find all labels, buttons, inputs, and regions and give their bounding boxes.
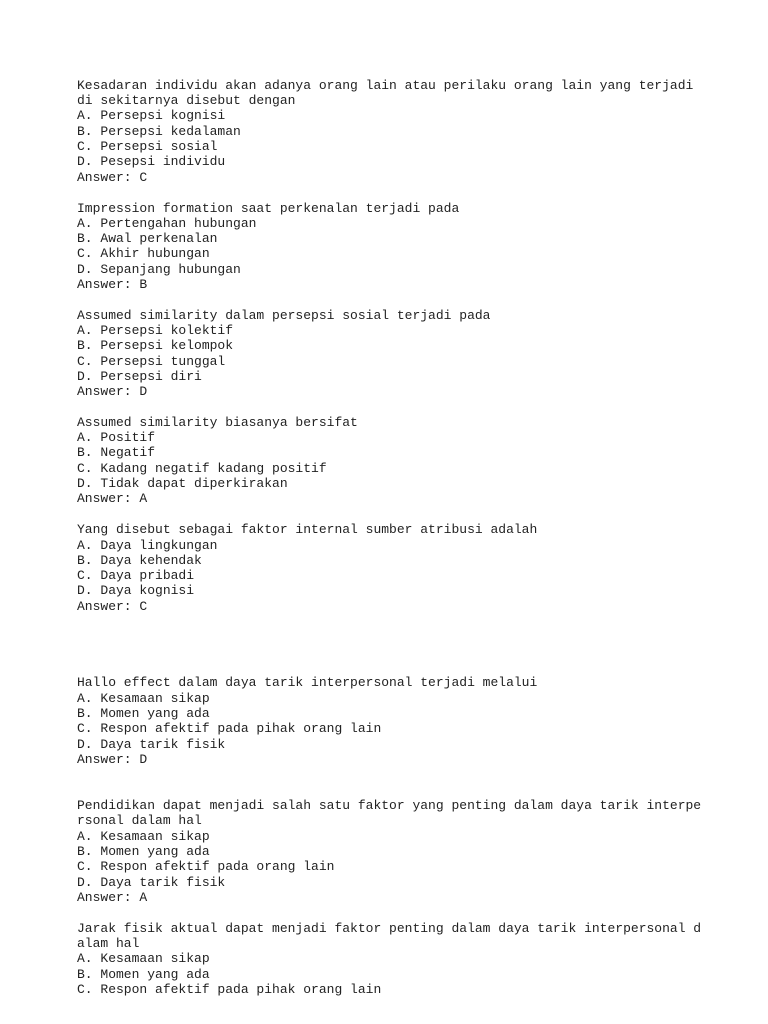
- answer-option: B. Persepsi kelompok: [77, 338, 234, 353]
- answer-key: Answer: B: [77, 277, 148, 292]
- question-text: Pendidikan dapat menjadi salah satu faktor yang penting dalam daya tarik interpe: [77, 798, 702, 813]
- answer-option: A. Daya lingkungan: [77, 538, 218, 553]
- answer-option: A. Pertengahan hubungan: [77, 216, 257, 231]
- answer-option: A. Kesamaan sikap: [77, 691, 210, 706]
- answer-option: B. Negatif: [77, 445, 156, 460]
- answer-option: A. Positif: [77, 430, 156, 445]
- question-text: Assumed similarity biasanya bersifat: [77, 415, 358, 430]
- answer-option: A. Persepsi kognisi: [77, 108, 226, 123]
- answer-key: Answer: C: [77, 170, 148, 185]
- answer-option: B. Momen yang ada: [77, 844, 210, 859]
- answer-key: Answer: D: [77, 384, 148, 399]
- question-text: Hallo effect dalam daya tarik interpersonal terjadi melalui: [77, 675, 538, 690]
- question-text: Kesadaran individu akan adanya orang lain atau perilaku orang lain yang terjadi: [77, 78, 694, 93]
- answer-option: D. Daya tarik fisik: [77, 737, 226, 752]
- answer-option: B. Daya kehendak: [77, 553, 202, 568]
- answer-option: C. Akhir hubungan: [77, 246, 210, 261]
- answer-key: Answer: A: [77, 890, 148, 905]
- answer-key: Answer: A: [77, 491, 148, 506]
- answer-option: C. Persepsi sosial: [77, 139, 218, 154]
- answer-key: Answer: D: [77, 752, 148, 767]
- question-text: Jarak fisik aktual dapat menjadi faktor penting dalam daya tarik interpersonal d: [77, 921, 702, 936]
- answer-option: C. Respon afektif pada orang lain: [77, 859, 335, 874]
- question-text: Assumed similarity dalam persepsi sosial terjadi pada: [77, 308, 491, 323]
- answer-option: C. Persepsi tunggal: [77, 354, 226, 369]
- question-text: di sekitarnya disebut dengan: [77, 93, 296, 108]
- answer-option: B. Momen yang ada: [77, 967, 210, 982]
- answer-option: B. Persepsi kedalaman: [77, 124, 241, 139]
- answer-option: A. Kesamaan sikap: [77, 951, 210, 966]
- question-text: rsonal dalam hal: [77, 813, 202, 828]
- answer-option: C. Daya pribadi: [77, 568, 195, 583]
- answer-option: B. Momen yang ada: [77, 706, 210, 721]
- answer-option: D. Sepanjang hubungan: [77, 262, 241, 277]
- answer-option: D. Daya kognisi: [77, 583, 195, 598]
- answer-option: C. Respon afektif pada pihak orang lain: [77, 982, 382, 997]
- answer-option: D. Daya tarik fisik: [77, 875, 226, 890]
- answer-key: Answer: C: [77, 599, 148, 614]
- answer-option: D. Pesepsi individu: [77, 154, 226, 169]
- answer-option: C. Kadang negatif kadang positif: [77, 461, 327, 476]
- answer-option: D. Tidak dapat diperkirakan: [77, 476, 288, 491]
- answer-option: C. Respon afektif pada pihak orang lain: [77, 721, 382, 736]
- answer-option: D. Persepsi diri: [77, 369, 202, 384]
- answer-option: A. Persepsi kolektif: [77, 323, 234, 338]
- question-text: Impression formation saat perkenalan terjadi pada: [77, 201, 460, 216]
- answer-option: A. Kesamaan sikap: [77, 829, 210, 844]
- question-text: alam hal: [77, 936, 140, 951]
- answer-option: B. Awal perkenalan: [77, 231, 218, 246]
- question-text: Yang disebut sebagai faktor internal sumber atribusi adalah: [77, 522, 538, 537]
